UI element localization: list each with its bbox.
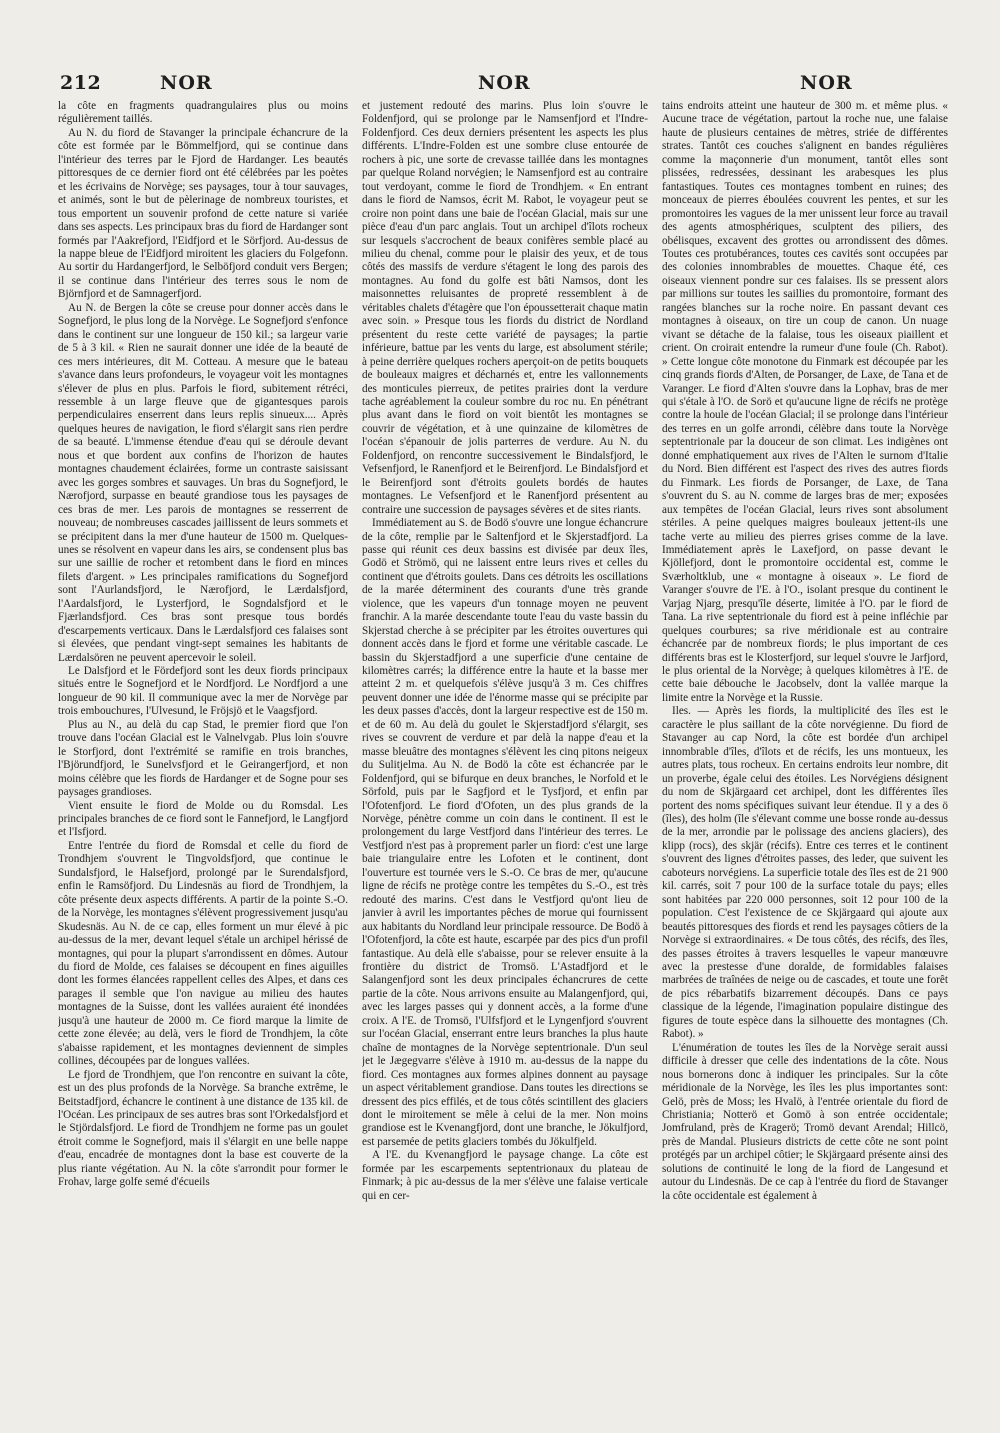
- text-column-right: [662, 100, 948, 1400]
- paragraph: L'énumération de toutes les îles de la Norvège serait aussi difficile à dresser que celle des indentations de la côte. Nous nous bornerons donc à indiquer les principales. Sur la côte méridionale de la Norvège, les îles les plus importantes sont: Gelö, près de Moss; les Hvalö, à l'entrée orientale du fiord de Christiania; Notterö et Gomö à son entrée occidentale; Jomfruland, près de Kragerö; Tromö devant Arendal; Hillcö, près de Mandal. Plusieurs districts de cette côte ne sont point protégés par un archipel côtier; le Skjärgaard présente ainsi des solutions de continuité le long de la fiord de Langesund et autour du Lindesnäs. De ce cap à l'entrée du fiord de Stavanger la côte occidentale est également à: [662, 1041, 948, 1202]
- paragraph: Plus au N., au delà du cap Stad, le premier fiord que l'on trouve dans l'océan Glacial est le Valnelvgab. Plus loin s'ouvre le Storfjord, dont l'extrémité se ramifie en trois branches, l'Björundfjord, le Sunelvsfjord et le Geirangerfjord, et non moins célèbre que les fiords de Hardanger et de Sogne pour ses paysages grandioses.: [58, 718, 348, 799]
- paragraph: A l'E. du Kvenangfjord le paysage change. La côte est formée par les escarpements septentrionaux du plateau de Finmark; à pic au-dessus de la mer s'élève une falaise verticale qui en cer-: [362, 1149, 648, 1202]
- paragraph: Au N. du fiord de Stavanger la principale échancrure de la côte est formée par le Bömmelfjord, qui se continue dans l'intérieur des terres par le Fjord de Hardanger. Les beautés pittoresques de ce dernier fiord ont été célébrées par les poètes et les écrivains de Norvège; ses paysages, tour à tour sauvages, et animés, sont le but de pèlerinage de nombreux touristes, et tous emportent un souvenir profond de cette nature si variée dans ses aspects. Les principaux bras du fiord de Hardanger sont formés par l'Aakrefjord, l'Eidfjord et le Sörfjord. Au-dessus de la nappe bleue de l'Eidfjord miroitent les glaciers du Folgefonn. Au sortir du Hardangerfjord, le Selböfjord conduit vers Bergen; il se continue dans l'intérieur des terres sous le nom de Björnfjord et de Samnagerfjord.: [58, 126, 348, 301]
- paragraph: et justement redouté des marins. Plus loin s'ouvre le Foldenfjord, qui se prolonge par le Namsenfjord et l'Indre-Foldenfjord. Ces deux derniers présentent les aspects les plus différents. L'Indre-Folden est une sombre cluse entourée de rochers à pic, une sorte de crevasse taillée dans les montagnes par quelque Roland norvégien; le Namsenfjord est au contraire tout verdoyant, comme le fiord de Trondhjem. « En entrant dans le fiord de Namsos, écrit M. Rabot, le voyageur peut se croire non point dans une baie de l'océan Glacial, mais sur une pièce d'eau d'un parc anglais. Tout un archipel d'îlots rocheux sur lesquels s'accrochent de beaux conifères semble placé au milieu du chenal, comme pour le plaisir des yeux, et de tous côtés des massifs de verdure s'étagent le long des parois des montagnes. Au fond du golfe est bâti Namsos, dont les maisonnettes reluisantes de propreté ressemblent à de véritables chalets d'étagère que l'on époussetterait chaque matin avec soin. » Presque tous les fiords du district de Nordland présentent du reste cette variété de paysages; la partie inférieure, battue par les vents du large, est absolument stérile; à peine derrière quelques rochers aperçoit-on de petits bouquets de bouleaux maigres et décharnés et, entre les vallonnements des monticules pierreux, de petites prairies dont la verdure tache agréablement la couleur sombre du roc nu. En pénétrant plus avant dans le fiord on voit bientôt les montagnes se couvrir de végétation, et à une quinzaine de kilomètres de l'océan s'épanouir de jolis parterres de verdure. Au N. du Foldenfjord, on rencontre successivement le Bindalsfjord, le Vefsenfjord, le Ranenfjord et le Beirenfjord. Le Bindalsfjord et le Beirenfjord sont d'étroits goulets bordés de hautes montagnes. Le Vefsenfjord et le Ranenfjord présentent au contraire une succession de paysages sévères et de sites riants.: [362, 100, 648, 516]
- running-headword-left: NOR: [160, 72, 213, 94]
- paragraph: Le Dalsfjord et le Fördefjord sont les deux fiords principaux situés entre le Sognefjord et le Nordfjord. Le Nordfjord a une longueur de 90 kil. Il communique avec la mer de Norvège par trois embouchures, l'Ulvesund, le Fröjsjö et le Vaagsfjord.: [58, 665, 348, 718]
- paragraph: Vient ensuite le fiord de Molde ou du Romsdal. Les principales branches de ce fiord sont le Fannefjord, le Langfjord et l'Isfjord.: [58, 799, 348, 839]
- running-headword-center: NOR: [478, 72, 531, 94]
- text-column-left: [58, 100, 348, 1400]
- page-header: [0, 72, 1000, 98]
- paragraph: Iles. — Après les fiords, la multiplicité des îles est le caractère le plus saillant de la côte norvégienne. Du fiord de Stavanger au cap Nord, la côte est bordée d'un archipel innombrable d'îles, d'îlots et de récifs, les uns montueux, les autres plats, tous rocheux. En certains endroits leur nombre, dit un proverbe, égale celui des étoiles. Les Norvégiens désignent du nom de Skjärgaard cet archipel, dont les différentes îles portent des noms spécifiques suivant leur étendue. Il y a des ö (îles), des holm (île s'élevant comme une bosse ronde au-dessus de la mer, arrondie par le polissage des anciens glaciers), des klipp (rocs), des skjär (récifs). Entre ces terres et le continent s'ouvrent des lignes d'étroites passes, des leder, que suivent les caboteurs norvégiens. La superficie totale des îles est de 21 900 kil. carrés, soit 7 pour 100 de la surface totale du pays; elles sont habitées par 220 000 personnes, soit 12 pour 100 de la population. C'est l'existence de ce Skjärgaard qui ajoute aux beautés pittoresques des fiords et rend les paysages côtiers de la Norvège si extraordinaires. « De tous côtés, des récifs, des îles, des passes étroites à travers lesquelles le vapeur manœuvre avec la prestesse d'une doralde, de formidables falaises marbrées de traînées de neige ou de cascades, et toute une forêt de pics rébarbatifs bizarrement découpés. Dans ce pays classique de la légende, l'imagination populaire distingue des figures de toute espèce dans la silhouette des montagnes (Ch. Rabot). »: [662, 705, 948, 1041]
- page-number: 212: [60, 72, 102, 94]
- paragraph: Au N. de Bergen la côte se creuse pour donner accès dans le Sognefjord, le plus long de la Norvège. Le Sognefjord s'enfonce dans le continent sur une longueur de 150 kil.; sa largeur varie de 5 à 3 kil. « Rien ne saurait donner une idée de la beauté de ces mers intérieures, dit M. Cotteau. A mesure que le bateau s'avance dans leurs profondeurs, le voyageur voit les montagnes s'élever de plus en plus. Parfois le fiord, subitement rétréci, ressemble à un large fleuve que de gigantesques parois perpendiculaires enserrent dans leurs replis sinueux.... Après quelques heures de navigation, le fiord s'élargit sans rien perdre de sa beauté. L'immense étendue d'eau qui se déroule devant nous et que bordent aux confins de l'horizon de hautes montagnes chaudement éclairées, forme un contraste saisissant avec les gorges sombres et sauvages. Un bras du Sognefjord, le Nærofjord, surpasse en beauté grandiose tous les paysages de ces bras de mer. Les parois de montagnes se resserrent de nouveau; de nombreuses cascades jaillissent de leurs sommets et se précipitent dans la mer d'une hauteur de 1500 m. Quelques-unes se résolvent en vapeur dans les airs, se condensent plus bas sur une saillie de rocher et retombent dans le fiord en minces filets d'argent. » Les principales ramifications du Sognefjord sont l'Aurlandsfjord, le Nærofjord, le Lærdalsfjord, l'Aardalsfjord, le Lysterfjord, le Sogndalsfjord et le Fjærlandsfjord. Ces bras sont presque tous bordés d'escarpements verticaux. Dans le Lærdalsfjord ces falaises sont si élevées, que pendant vingt-sept semaines les habitants de Lærdalsören ne peuvent apercevoir le soleil.: [58, 301, 348, 664]
- paragraph: tains endroits atteint une hauteur de 300 m. et même plus. « Aucune trace de végétation, partout la roche nue, une falaise haute de plusieurs centaines de mètres, striée de différentes strates. Tantôt ces couches s'alignent en bandes régulières comme la maçonnerie d'un monument, tantôt elles sont plissées, redressées, dessinant les arabesques les plus fantastiques. Toutes ces montagnes tombent en ruines; des monceaux de pierres éboulées couvrent les pentes, et sur les promontoires les vagues de la mer unissent leur force au travail des agents atmosphériques, sculptent des piliers, des obélisques, excavent des grottes ou arrondissent des dômes. Toutes ces protubérances, toutes ces cavités sont occupées par des colonies innombrables de mouettes. Chaque été, ces oiseaux viennent pondre sur ces falaises. Ils se pressent alors par millions sur toutes les saillies du promontoire, formant des rangées blanches sur la roche noire. En passant devant ces montagnes à oiseaux, on tire un coup de canon. Un nuage vivant se détache de la falaise, tous les oiseaux piaillent et crient. On croirait entendre la rumeur d'une foule (Ch. Rabot). » Cette longue côte monotone du Finmark est découpée par les cinq grands fiords d'Alten, de Porsanger, de Laxe, de Tana et de Varanger. Le fiord d'Alten s'ouvre dans la Lophav, bras de mer qui s'étale à l'O. de Sorö et qu'aucune ligne de récifs ne protège contre la houle de l'océan Glacial; il se prolonge dans l'intérieur des terres en un golfe arrondi, célèbre dans toute la Norvège septentrionale par la douceur de son climat. Les indigènes ont donné emphatiquement aux rives de l'Alten le surnom d'Italie du Nord. Bien différent est l'aspect des rives des autres fiords du Finmark. Les fiords de Porsanger, de Laxe, de Tana s'ouvrent du S. au N. comme de larges bras de mer; exposées aux tempêtes de l'océan Glacial, leurs rives sont absolument stériles. A peine quelques maigres bouleaux jettent-ils une tache verte au milieu des pierres grises comme de la lave. Immédiatement après le Laxefjord, on passe devant le Kjöllefjord, dont le promontoire occidental est, comme le Sværholtklub, une « montagne à oiseaux ». Le fiord de Varanger s'ouvre de l'E. à l'O., isolant presque du continent le Varjag Njarg, presqu'île déserte, limitée à l'O. par le fiord de Tana. La rive septentrionale du fiord est à peine infléchie par quelques courbures; sa rive méridionale est au contraire échancrée par de nombreux fiords; le plus important de ces différents bras est le Klosterfjord, sur lequel s'ouvre le Jarfjord, le plus oriental de la Norvège; à quelques kilomètres à l'E. de cette baie débouche le Jacobselv, dont la vallée marque la limite entre la Norvège et la Russie.: [662, 100, 948, 704]
- running-headword-right: NOR: [800, 72, 853, 94]
- paragraph: la côte en fragments quadrangulaires plus ou moins régulièrement taillés.: [58, 100, 348, 126]
- text-column-center: [362, 100, 648, 1400]
- paragraph: Le fjord de Trondhjem, que l'on rencontre en suivant la côte, est un des plus profonds de la Norvège. Sa branche extrême, le Beitstadfjord, échancre le continent à une distance de 135 kil. de l'Océan. Les principaux de ses autres bras sont l'Orkedalsfjord et le Stjördalsfjord. Le fiord de Trondhjem ne forme pas un goulet étroit comme le Sognefjord, mais il s'élargit en une belle nappe d'eau, encadrée de montagnes dont la base est couverte de la plus riante végétation. Au N. la côte s'arrondit pour former le Frohav, large golfe semé d'écueils: [58, 1068, 348, 1189]
- paragraph: Entre l'entrée du fiord de Romsdal et celle du fiord de Trondhjem s'ouvrent le Tingvoldsfjord, que continue le Sundalsfjord, le Halsefjord, prolongé par le Surendalsfjord, enfin le Ramsöfjord. Du Lindesnäs au fiord de Trondhjem, la côte présente deux aspects différents. A partir de la pointe S.-O. de la Norvège, les montagnes s'élèvent progressivement jusqu'au Skudesnäs. Au N. de ce cap, elles forment un mur élevé à pic au-dessus de la mer, devant lequel s'étale un archipel hérissé de montagnes, qui pour la plupart s'arrondissent en dômes. Autour du fiord de Molde, ces falaises se découpent en fines aiguilles dont les formes élancées rappellent celles des Alpes, et dans ces parages il semble que l'on navigue au milieu des hautes montagnes de la Suisse, dont les vallées auraient été inondées jusqu'à une hauteur de 2000 m. Ce fiord marque la limite de cette zone élevée; au delà, vers le fiord de Trondhjem, la côte s'abaisse rapidement, et les montagnes deviennent de simples collines, découpées par de longues vallées.: [58, 839, 348, 1068]
- paragraph: Immédiatement au S. de Bodö s'ouvre une longue échancrure de la côte, remplie par le Saltenfjord et le Skjerstadfjord. La passe qui réunit ces deux bassins est divisée par deux îles, Godö et Strömö, qui ne laissent entre leurs rives et celles du continent que d'étroits goulets. Dans ces détroits les oscillations de la marée déterminent des courants d'une très grande violence, que les vapeurs d'un tonnage moyen ne peuvent franchir. A la marée descendante toute l'eau du vaste bassin du Skjerstad cherche à se précipiter par les étroites ouvertures qui donnent accès dans le fjord et forme une véritable cascade. Le bassin du Skjerstadfjord a une superficie d'une centaine de kilomètres carrés; la différence entre la haute et la basse mer atteint 2 m. et quelquefois s'élève jusqu'à 3 m. Ces chiffres peuvent donner une idée de l'énorme masse qui se précipite par les deux passes d'accès, dont la largeur respective est de 150 m. et de 60 m. Au delà du goulet le Skjerstadfjord s'élargit, ses rives se couvrent de verdure et par delà la nappe d'eau et la masse bleuâtre des montagnes s'élèvent les cinq pitons neigeux du Sulitjelma. Au N. de Bodö la côte est échancrée par le Foldenfjord, qui se bifurque en deux branches, le Norfold et le Sörfold, puis par le Sagfjord et le Tysfjord, et enfin par l'Ofotenfjord. Le fiord d'Ofoten, un des plus grands de la Norvège, pénètre comme un coin dans le continent. Il est le prolongement du large Vestfjord dans l'intérieur des terres. Le Vestfjord n'est pas à proprement parler un fiord: c'est une large baie triangulaire entre les Lofoten et le continent, dont l'ouverture est tournée vers le S.-O. Ce bras de mer, qu'aucune ligne de récifs ne protège contre les tempêtes du S.-O., est très redouté des marins. C'est dans le Vestfjord qu'ont lieu de janvier à avril les importantes pêches de morue qui fournissent aux habitants du Nordland leur principale ressource. De Bodö à l'Ofotenfjord, la côte est haute, escarpée par des pics d'un profil fantastique. Au delà elle s'abaisse, pour se relever ensuite à la frontière du district de Tromsö. L'Astadfjord et le Salangenfjord sont les deux principales échancrures de cette partie de la côte. Nous arrivons ensuite au Malangenfjord, qui, avec les larges passes qui y donnent accès, a la forme d'une croix. A l'E. de Tromsö, l'Ulfsfjord et le Lyngenfjord s'ouvrent sur l'océan Glacial, enserrant entre leurs branches la plus haute chaîne de montagnes de la Norvège septentrionale. D'un seul jet le Jægegvarre s'élève à 1910 m. au-dessus de la nappe du fiord. Ces montagnes aux formes alpines donnent au paysage un aspect véritablement grandiose. Dans toutes les directions se dressent des pics effilés, et de tous côtés scintillent des glaciers dont le miroitement se mêle à celui de la mer. Non moins grandiose est le Kvenangfjord, dont une branche, le Jökulfjord, est parsemée de petits glaciers tombés du Jökulfjeld.: [362, 517, 648, 1148]
